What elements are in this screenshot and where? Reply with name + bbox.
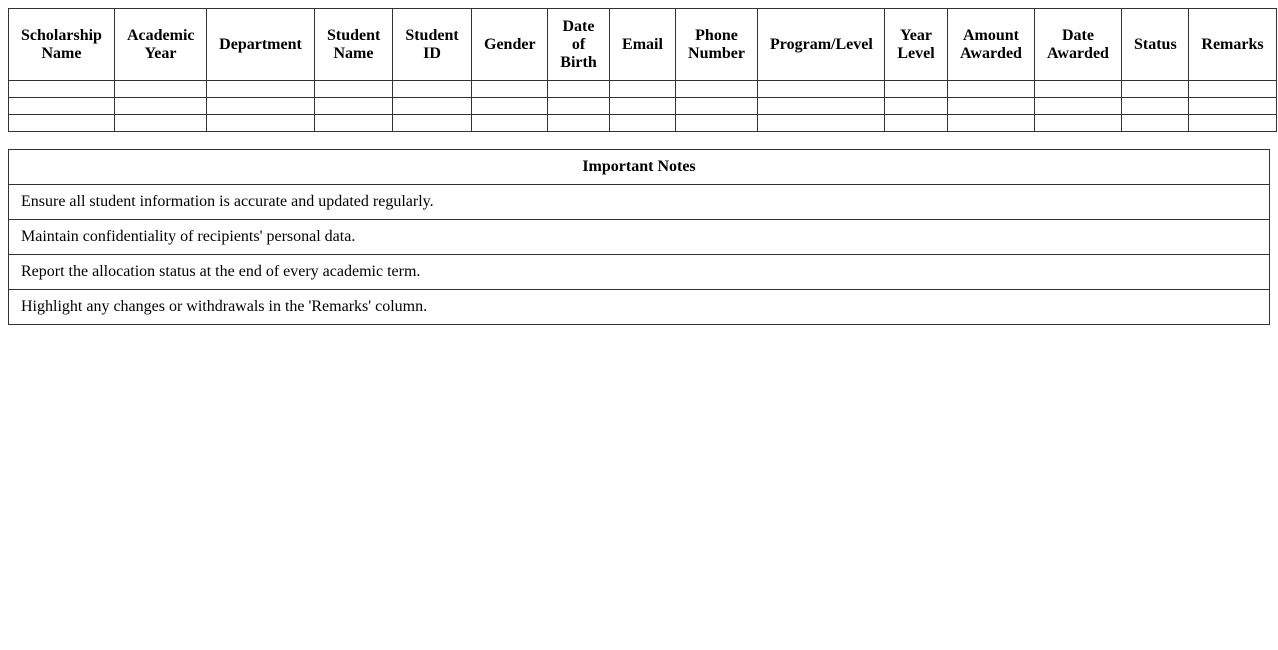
column-header-student-name: Student Name: [315, 9, 393, 81]
table-cell: [207, 115, 315, 132]
table-row: [9, 98, 1277, 115]
note-item: Ensure all student information is accurate and updated regularly.: [9, 185, 1270, 220]
table-cell: [885, 115, 948, 132]
note-row: [9, 185, 1270, 220]
column-header-date-of-birth: Date of Birth: [548, 9, 610, 81]
column-header-phone-number: Phone Number: [676, 9, 758, 81]
table-cell: [758, 98, 885, 115]
column-header-remarks: Remarks: [1189, 9, 1277, 81]
table-cell: [9, 98, 115, 115]
column-header-status: Status: [1122, 9, 1189, 81]
note-item: Report the allocation status at the end of every academic term.: [9, 255, 1270, 290]
table-cell: [610, 98, 676, 115]
table-body: [9, 81, 1277, 132]
table-cell: [1189, 115, 1277, 132]
scholarship-table: [8, 8, 1277, 132]
table-cell: [885, 98, 948, 115]
table-cell: [758, 81, 885, 98]
important-notes-table: [8, 149, 1270, 325]
table-cell: [1122, 81, 1189, 98]
notes-header-row: [9, 150, 1270, 185]
table-cell: [948, 98, 1035, 115]
table-cell: [315, 98, 393, 115]
table-cell: [115, 81, 207, 98]
table-cell: [676, 115, 758, 132]
table-cell: [676, 81, 758, 98]
table-cell: [472, 98, 548, 115]
table-cell: [472, 115, 548, 132]
table-cell: [207, 81, 315, 98]
note-row: [9, 290, 1270, 325]
table-cell: [1035, 81, 1122, 98]
column-header-year-level: Year Level: [885, 9, 948, 81]
table-cell: [315, 81, 393, 98]
table-row: [9, 81, 1277, 98]
column-header-date-awarded: Date Awarded: [1035, 9, 1122, 81]
table-row: [9, 115, 1277, 132]
header-row: [9, 9, 1277, 81]
table-cell: [9, 115, 115, 132]
note-row: [9, 220, 1270, 255]
table-cell: [393, 98, 472, 115]
table-cell: [207, 98, 315, 115]
table-cell: [676, 98, 758, 115]
notes-title: Important Notes: [9, 150, 1270, 185]
note-item: Maintain confidentiality of recipients' personal data.: [9, 220, 1270, 255]
table-cell: [948, 81, 1035, 98]
note-item: Highlight any changes or withdrawals in the 'Remarks' column.: [9, 290, 1270, 325]
table-cell: [1035, 115, 1122, 132]
column-header-scholarship-name: Scholarship Name: [9, 9, 115, 81]
table-cell: [393, 115, 472, 132]
note-row: [9, 255, 1270, 290]
column-header-email: Email: [610, 9, 676, 81]
table-cell: [9, 81, 115, 98]
column-header-department: Department: [207, 9, 315, 81]
column-header-student-id: Student ID: [393, 9, 472, 81]
table-cell: [393, 81, 472, 98]
table-cell: [610, 115, 676, 132]
table-cell: [115, 98, 207, 115]
table-cell: [885, 81, 948, 98]
column-header-academic-year: Academic Year: [115, 9, 207, 81]
table-cell: [1189, 81, 1277, 98]
table-cell: [758, 115, 885, 132]
table-cell: [610, 81, 676, 98]
table-cell: [115, 115, 207, 132]
column-header-program-level: Program/Level: [758, 9, 885, 81]
table-cell: [315, 115, 393, 132]
table-cell: [548, 115, 610, 132]
table-cell: [1122, 115, 1189, 132]
table-cell: [1189, 98, 1277, 115]
table-cell: [548, 81, 610, 98]
table-cell: [548, 98, 610, 115]
table-cell: [472, 81, 548, 98]
column-header-amount-awarded: Amount Awarded: [948, 9, 1035, 81]
table-cell: [1035, 98, 1122, 115]
column-header-gender: Gender: [472, 9, 548, 81]
table-cell: [1122, 98, 1189, 115]
table-cell: [948, 115, 1035, 132]
